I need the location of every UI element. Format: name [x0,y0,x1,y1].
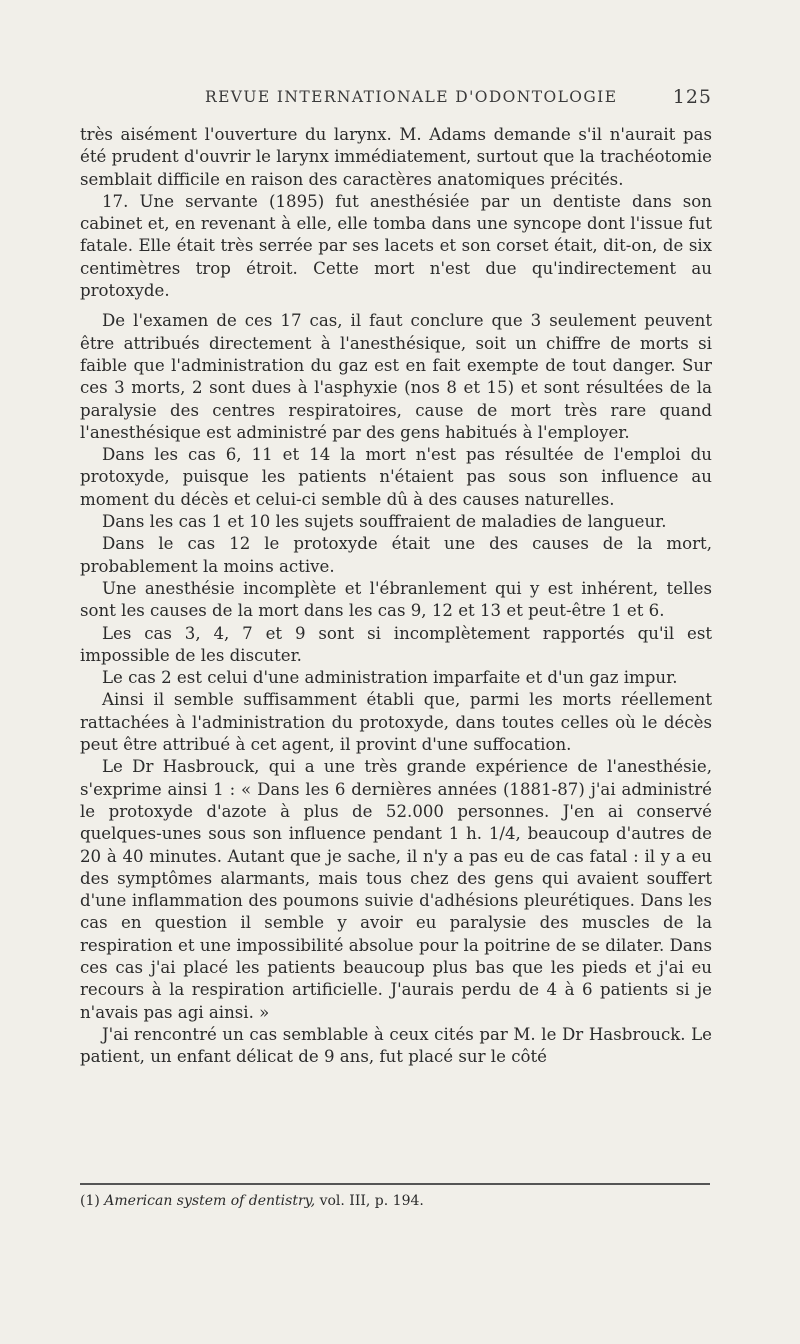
paragraph-5: Dans les cas 1 et 10 les sujets souffraient de maladies de langueur. [102,512,667,532]
page-header [80,88,712,112]
paragraph-1: très aisément l'ouverture du larynx. M. Adams demande s'il n'aurait pas été prudent d'ouvrir le larynx immédiatement, surtout que la trachéotomie semblait difficile en raison des caractères anatomiques précités. [80,125,712,189]
paragraph-10: Ainsi il semble suffisamment établi que, parmi les morts réellement rattachées à l'administration du protoxyde, dans toutes celles où le décès peut être attribué à cet agent, il provint d'une suffocation. [80,690,712,755]
paragraph-9: Le cas 2 est celui d'une administration imparfaite et d'un gaz impur. [102,668,678,688]
paragraph-6: Dans le cas 12 le protoxyde était une des causes de la mort, probablement la moins active. [80,534,712,576]
paragraph-12: J'ai rencontré un cas semblable à ceux cités par M. le Dr Hasbrouck. Le patient, un enfant délicat de 9 ans, fut placé sur le côté [80,1024,712,1067]
page-number: 125 [672,86,712,108]
paragraph-2: 17. Une servante (1895) fut anesthésiée par un dentiste dans son cabinet et, en revenant à elle, elle tomba dans une syncope dont l'issue fut fatale. Elle était très serrée par ses lacets et son corset était, dit-on, de six centimètres trop étroit. Cette mort n'est due qu'indirectement au protoxyde. [80,191,712,301]
paragraph-7: Une anesthésie incomplète et l'ébranlement qui y est inhérent, telles sont les causes de la mort dans les cas 9, 12 et 13 et peut-être 1 et 6. [80,578,712,621]
footnote-divider [80,1183,710,1185]
footnote-number: (1) [80,1193,100,1209]
body-text [80,124,712,1068]
paragraph-8: Les cas 3, 4, 7 et 9 sont si incomplètement rapportés qu'il est impossible de les discuter. [80,623,712,665]
footnote-reference: vol. III, p. 194. [319,1193,424,1209]
footnote-title: American system of dentistry, [104,1193,316,1209]
paragraph-11: Le Dr Hasbrouck, qui a une très grande expérience de l'anesthésie, s'exprime ainsi 1 : « Dans les 6 dernières années (1881-87) j'ai administré le protoxyde d'azote à plus de 52.000 personnes. J'en ai conservé quelques-unes sous son influence pendant 1 h. 1/4, beaucoup d'autres de 20 à 40 minutes. Autant que je sache, il n'y a pas eu de cas fatal : il y a eu des symptômes alarmants, mais tous chez des gens qui avaient souffert d'une inflammation des poumons suivie d'adhésions pleurétiques. Dans les cas en question il semble y avoir eu paralysie des muscles de la respiration et une impossibilité absolue pour la poitrine de se dilater. Dans ces cas j'ai placé les patients beaucoup plus bas que les pieds et j'ai eu recours à la respiration artificielle. J'aurais perdu de 4 à 6 patients si je n'avais pas agi ainsi. » [80,757,712,1022]
paragraph-3: De l'examen de ces 17 cas, il faut conclure que 3 seulement peuvent être attribués directement à l'anesthésique, soit un chiffre de morts si faible que l'administration du gaz est en fait exempte de tout danger. Sur ces 3 morts, 2 sont dues à l'asphyxie (nos 8 et 15) et sont résultées de la paralysie des centres respiratoires, cause de mort très rare quand l'anesthésique est administré par des gens habitués à l'employer. [80,311,712,442]
running-title: REVUE INTERNATIONALE D'ODONTOLOGIE [205,88,618,106]
paragraph-4: Dans les cas 6, 11 et 14 la mort n'est pas résultée de l'emploi du protoxyde, puisque les patients n'étaient pas sous son influence au moment du décès et celui-ci semble dû à des causes naturelles. [80,445,712,509]
footnote [80,1192,712,1210]
